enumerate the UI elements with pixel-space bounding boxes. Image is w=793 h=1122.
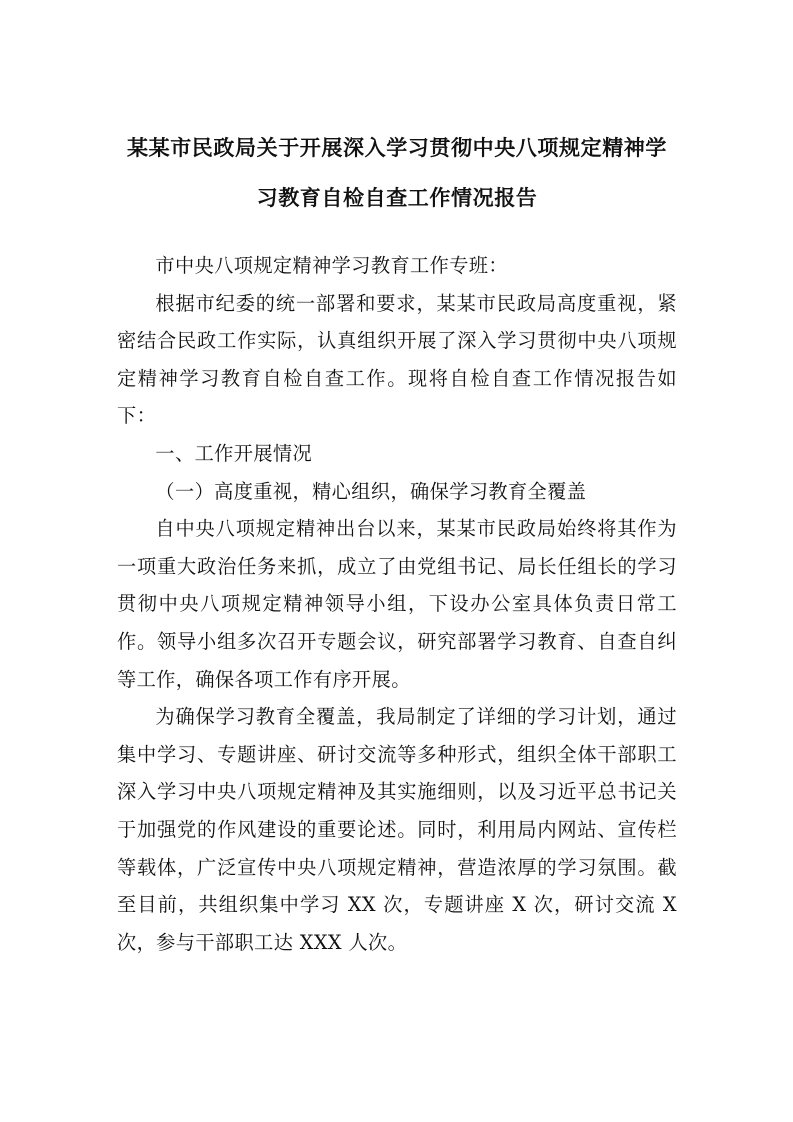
document-body [117, 247, 677, 961]
salutation: 市中央八项规定精神学习教育工作专班： [155, 254, 508, 277]
document-title-line-2: 习教育自检自查工作情况报告 [256, 186, 538, 210]
subsection-heading: （一）高度重视，精心组织，确保学习教育全覆盖 [155, 479, 587, 503]
paragraph-organization: 自中央八项规定精神出台以来，某某市民政局始终将其作为一项重大政治任务来抓，成立了由党组书记、局长任组长的学习贯彻中央八项规定精神领导小组，下设办公室具体负责日常工作。领导小组多次召开专题会议，研究部署学习教育、自查自纠等工作，确保各项工作有序开展。 [117, 517, 677, 691]
paragraph-intro: 根据市纪委的统一部署和要求，某某市民政局高度重视，紧密结合民政工作实际，认真组织开展了深入学习贯彻中央八项规定精神学习教育自检自查工作。现将自检自查工作情况报告如下： [117, 291, 677, 428]
document-title-line-1: 某某市民政局关于开展深入学习贯彻中央八项规定精神学 [127, 136, 667, 160]
section-heading: 一、工作开展情况 [155, 441, 313, 465]
paragraph-coverage: 为确保学习教育全覆盖，我局制定了详细的学习计划，通过集中学习、专题讲座、研讨交流等多种形式，组织全体干部职工深入学习中央八项规定精神及其实施细则，以及习近平总书记关于加强党的作风建设的重要论述。同时，利用局内网站、宣传栏等载体，广泛宣传中央八项规定精神，营造浓厚的学习氛围。截至目前，共组织集中学习 XX 次，专题讲座 X 次，研讨交流 X 次，参与干部职工达 XXX 人次。 [117, 705, 677, 954]
